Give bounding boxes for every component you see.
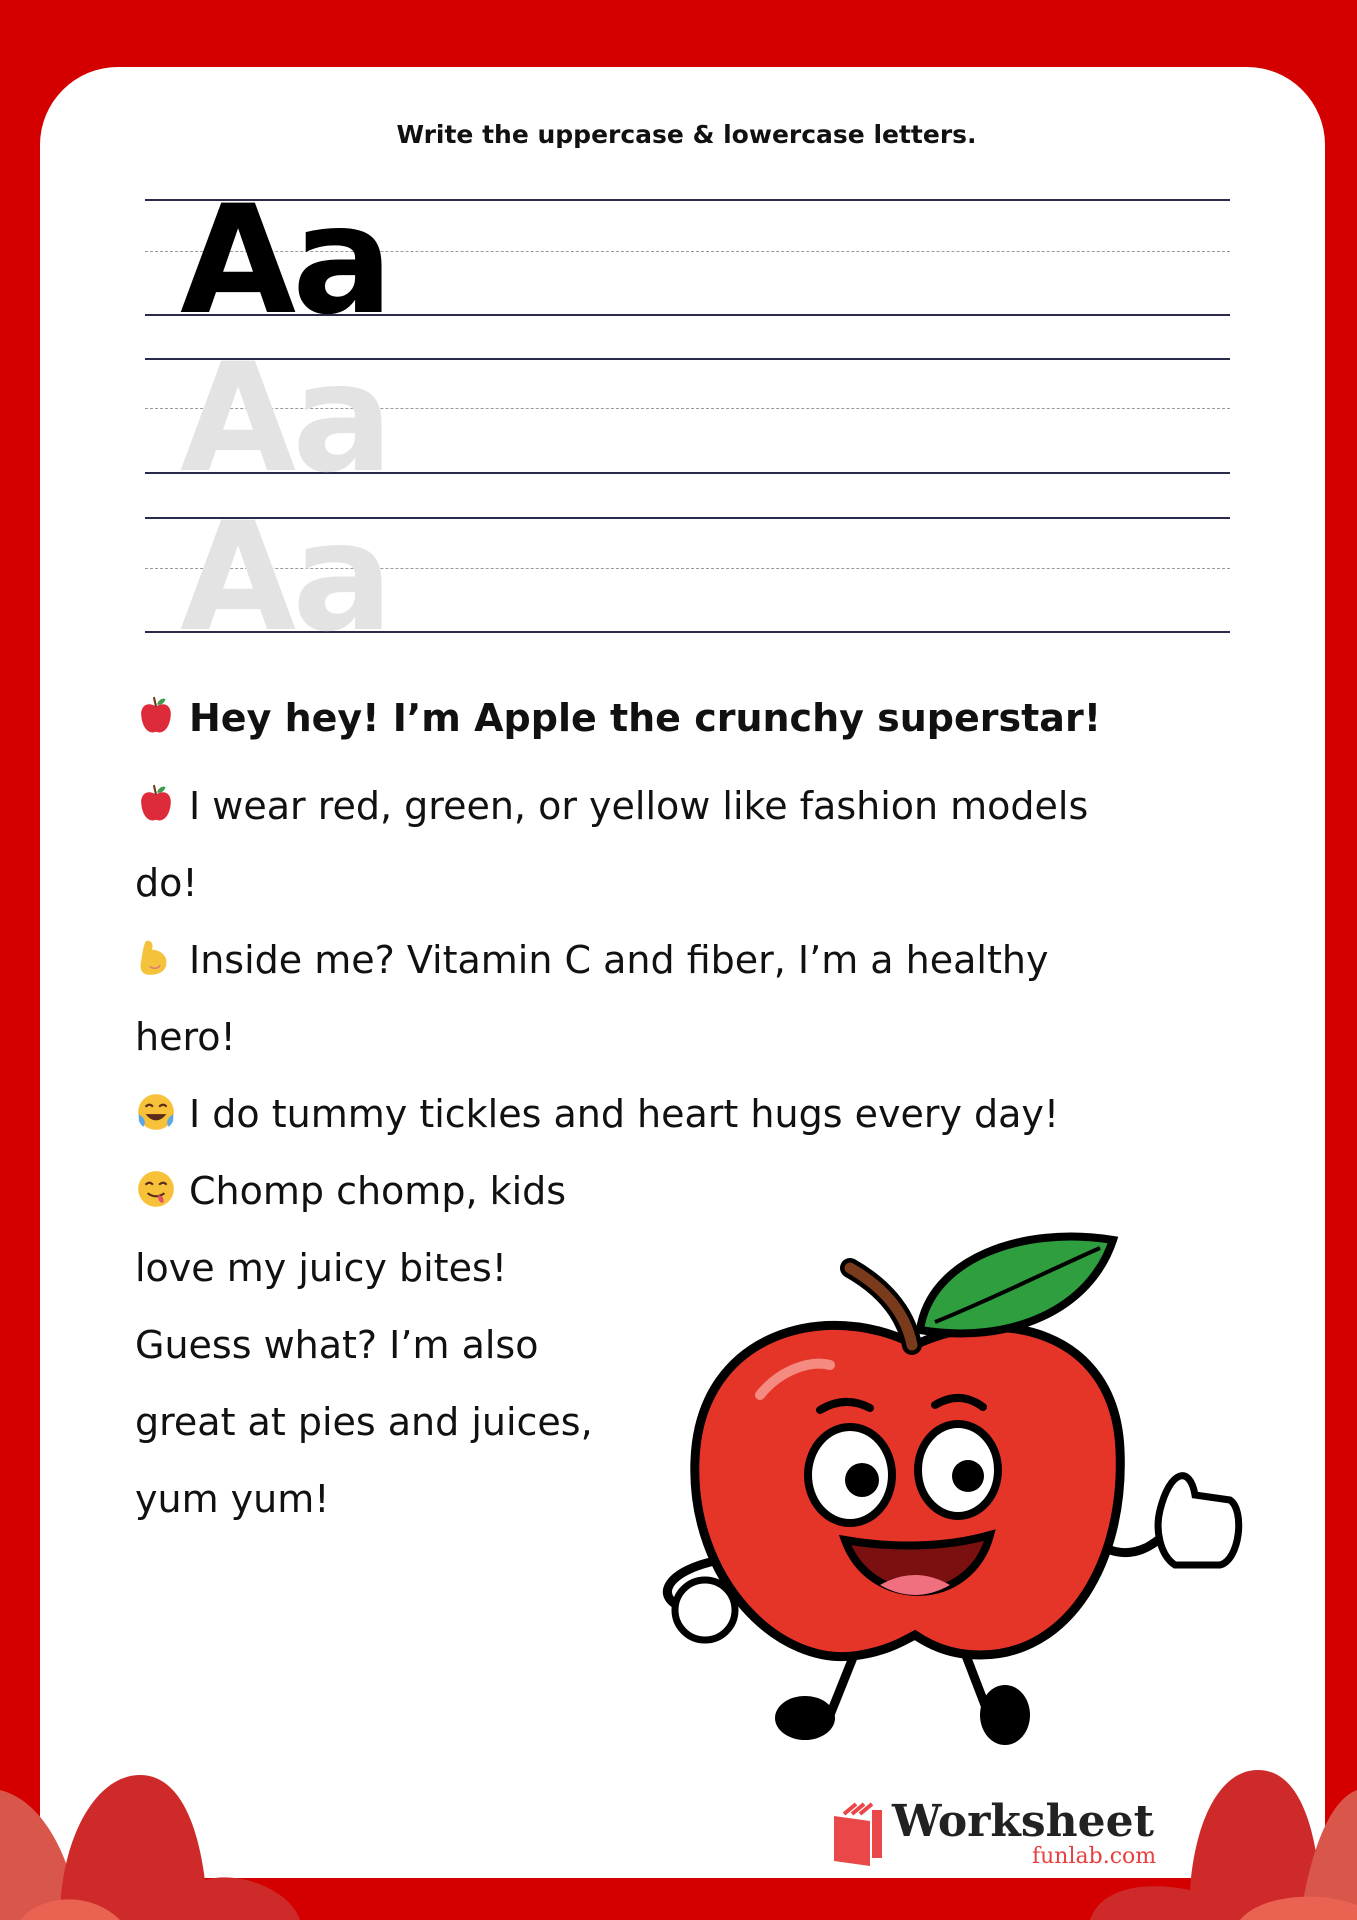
trace-letters: Aa <box>180 491 390 665</box>
story-line <box>135 1153 566 1230</box>
books-logo-icon <box>830 1802 886 1870</box>
trace-letters: Aa <box>180 332 390 506</box>
story-line <box>135 1307 538 1384</box>
right-shoe <box>980 1685 1030 1745</box>
story-line-text: I wear red, green, or yellow like fashion models <box>189 784 1089 828</box>
story-line-text: Inside me? Vitamin C and fiber, I’m a healthy <box>189 938 1049 982</box>
story-line <box>135 768 1088 845</box>
story-line-text: Chomp chomp, kids <box>189 1169 567 1213</box>
left-glove <box>675 1580 735 1640</box>
model-letters: Aa <box>180 174 390 348</box>
left-shoe <box>775 1696 835 1740</box>
story-heading-text: Hey hey! I’m Apple the crunchy superstar! <box>189 696 1102 740</box>
story-line-text: yum yum! <box>135 1477 330 1521</box>
story-line <box>135 1076 1059 1153</box>
apple-mascot-illustration <box>630 1210 1250 1750</box>
worksheetfunlab-logo[interactable] <box>830 1796 1170 1872</box>
story-line <box>135 1230 507 1307</box>
tears-of-joy-icon <box>135 1091 177 1133</box>
story-line-text: I do tummy tickles and heart hugs every day! <box>189 1092 1060 1136</box>
story-line <box>135 1461 330 1538</box>
red-apple-icon <box>135 783 177 825</box>
story-line <box>135 922 1048 999</box>
flexed-biceps-icon <box>135 937 177 979</box>
story-heading <box>135 680 1101 757</box>
thumbs-up-glove <box>1158 1476 1239 1565</box>
story-line-text: great at pies and juices, <box>135 1400 593 1444</box>
logo-domain: funlab.com <box>1032 1844 1157 1869</box>
red-apple-icon <box>135 695 177 737</box>
story-line-text: hero! <box>135 1015 236 1059</box>
story-line-text: Guess what? I’m also <box>135 1323 539 1367</box>
story-line-text: do! <box>135 861 198 905</box>
story-line <box>135 845 198 922</box>
instruction-title: Write the uppercase & lowercase letters. <box>396 120 977 149</box>
story-line <box>135 1384 593 1461</box>
yum-face-icon <box>135 1168 177 1210</box>
story-line-text: love my juicy bites! <box>135 1246 507 1290</box>
story-line <box>135 999 236 1076</box>
logo-wordmark: Worksheet <box>892 1796 1154 1847</box>
apple-body <box>695 1325 1121 1656</box>
